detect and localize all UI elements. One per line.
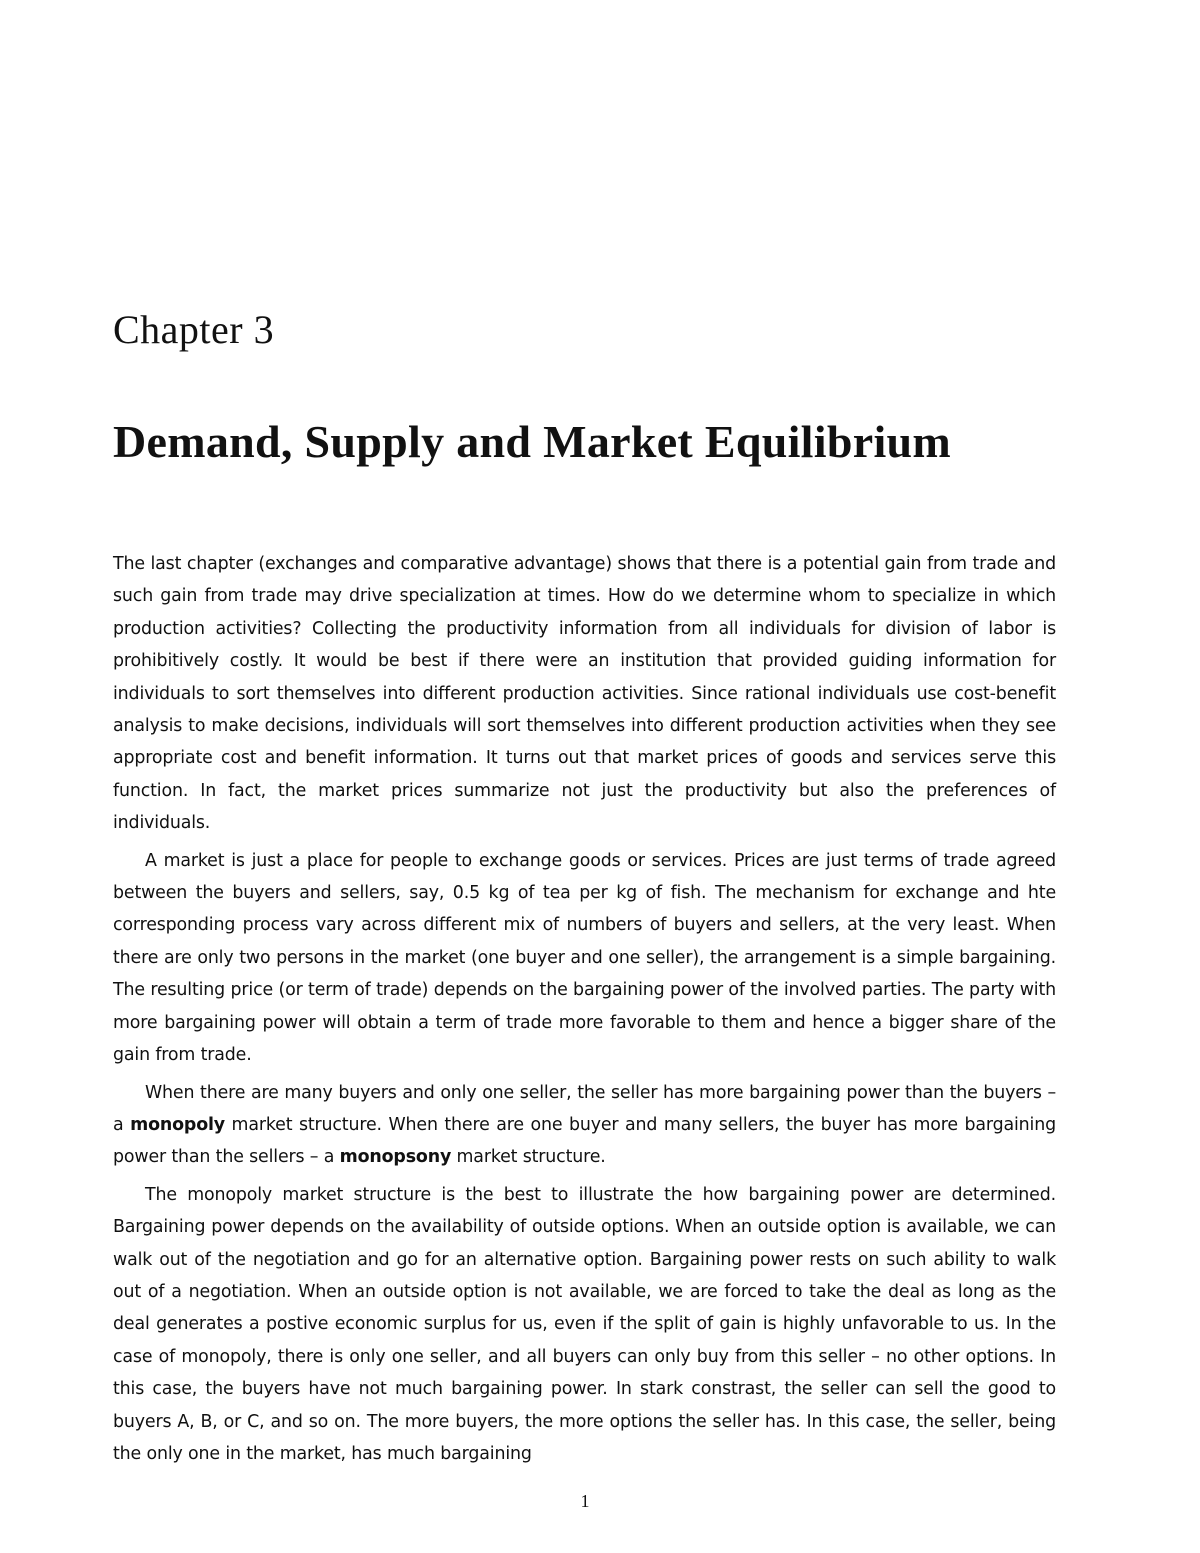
paragraph-3-text-3: market structure. bbox=[451, 1147, 606, 1168]
paragraph-2: A market is just a place for people to exchange goods or services. Prices are just terms of trade agreed between the buyers and sellers, say, 0.5 kg of tea per kg of fish. The mechanism for exchange and hte corresponding process vary across different mix of numbers of buyers and sellers, at the very least. When there are only two persons in the market (one buyer and one seller), the arrangement is a simple bargaining. The resulting price (or term of trade) depends on the bargaining power of the involved parties. The party with more bargaining power will obtain a term of trade more favorable to them and hence a bigger share of the gain from trade. bbox=[113, 850, 1056, 1066]
paragraph-3 bbox=[113, 1077, 1056, 1174]
chapter-title: Demand, Supply and Market Equilibrium bbox=[113, 416, 952, 467]
term-monopsony: monopsony bbox=[339, 1147, 452, 1168]
paragraph-4: The monopoly market structure is the best to illustrate the how bargaining power are determined. Bargaining power depends on the availability of outside options. When an outside option is available, we can walk out of the negotiation and go for an alternative option. Bargaining power rests on such ability to walk out of a negotiation. When an outside option is not available, we are forced to take the deal as long as the deal generates a postive economic surplus for us, even if the split of gain is highly unfavorable to us. In the case of monopoly, there is only one seller, and all buyers can only buy from this seller – no other options. In this case, the buyers have not much bargaining power. In stark constrast, the seller can sell the good to buyers A, B, or C, and so on. The more buyers, the more options the seller has. In this case, the seller, being the only one in the market, has much bargaining bbox=[113, 1184, 1056, 1464]
paragraph-3-text-1: When there are many buyers and only one seller, the seller has more bargaining power than the buyers – a bbox=[113, 1082, 1056, 1135]
chapter-label: Chapter 3 bbox=[113, 307, 275, 352]
paragraph-1: The last chapter (exchanges and comparative advantage) shows that there is a potential gain from trade and such gain from trade may drive specialization at times. How do we determine whom to specialize in which production activities? Collecting the productivity information from all individuals for division of labor is prohibitively costly. It would be best if there were an institution that provided guiding information for individuals to sort themselves into different production activities. Since rational individuals use cost-benefit analysis to make decisions, individuals will sort themselves into different production activities when they see appropriate cost and benefit information. It turns out that market prices of goods and services serve this function. In fact, the market prices summarize not just the productivity but also the preferences of individuals. bbox=[113, 554, 1056, 834]
paragraph-3-text-2: market structure. When there are one buyer and many sellers, the buyer has more bargaining power than the sellers – a bbox=[113, 1114, 1056, 1168]
page-number: 1 bbox=[580, 1491, 590, 1511]
body-text bbox=[113, 548, 1056, 1475]
term-monopoly: monopoly bbox=[130, 1114, 225, 1135]
